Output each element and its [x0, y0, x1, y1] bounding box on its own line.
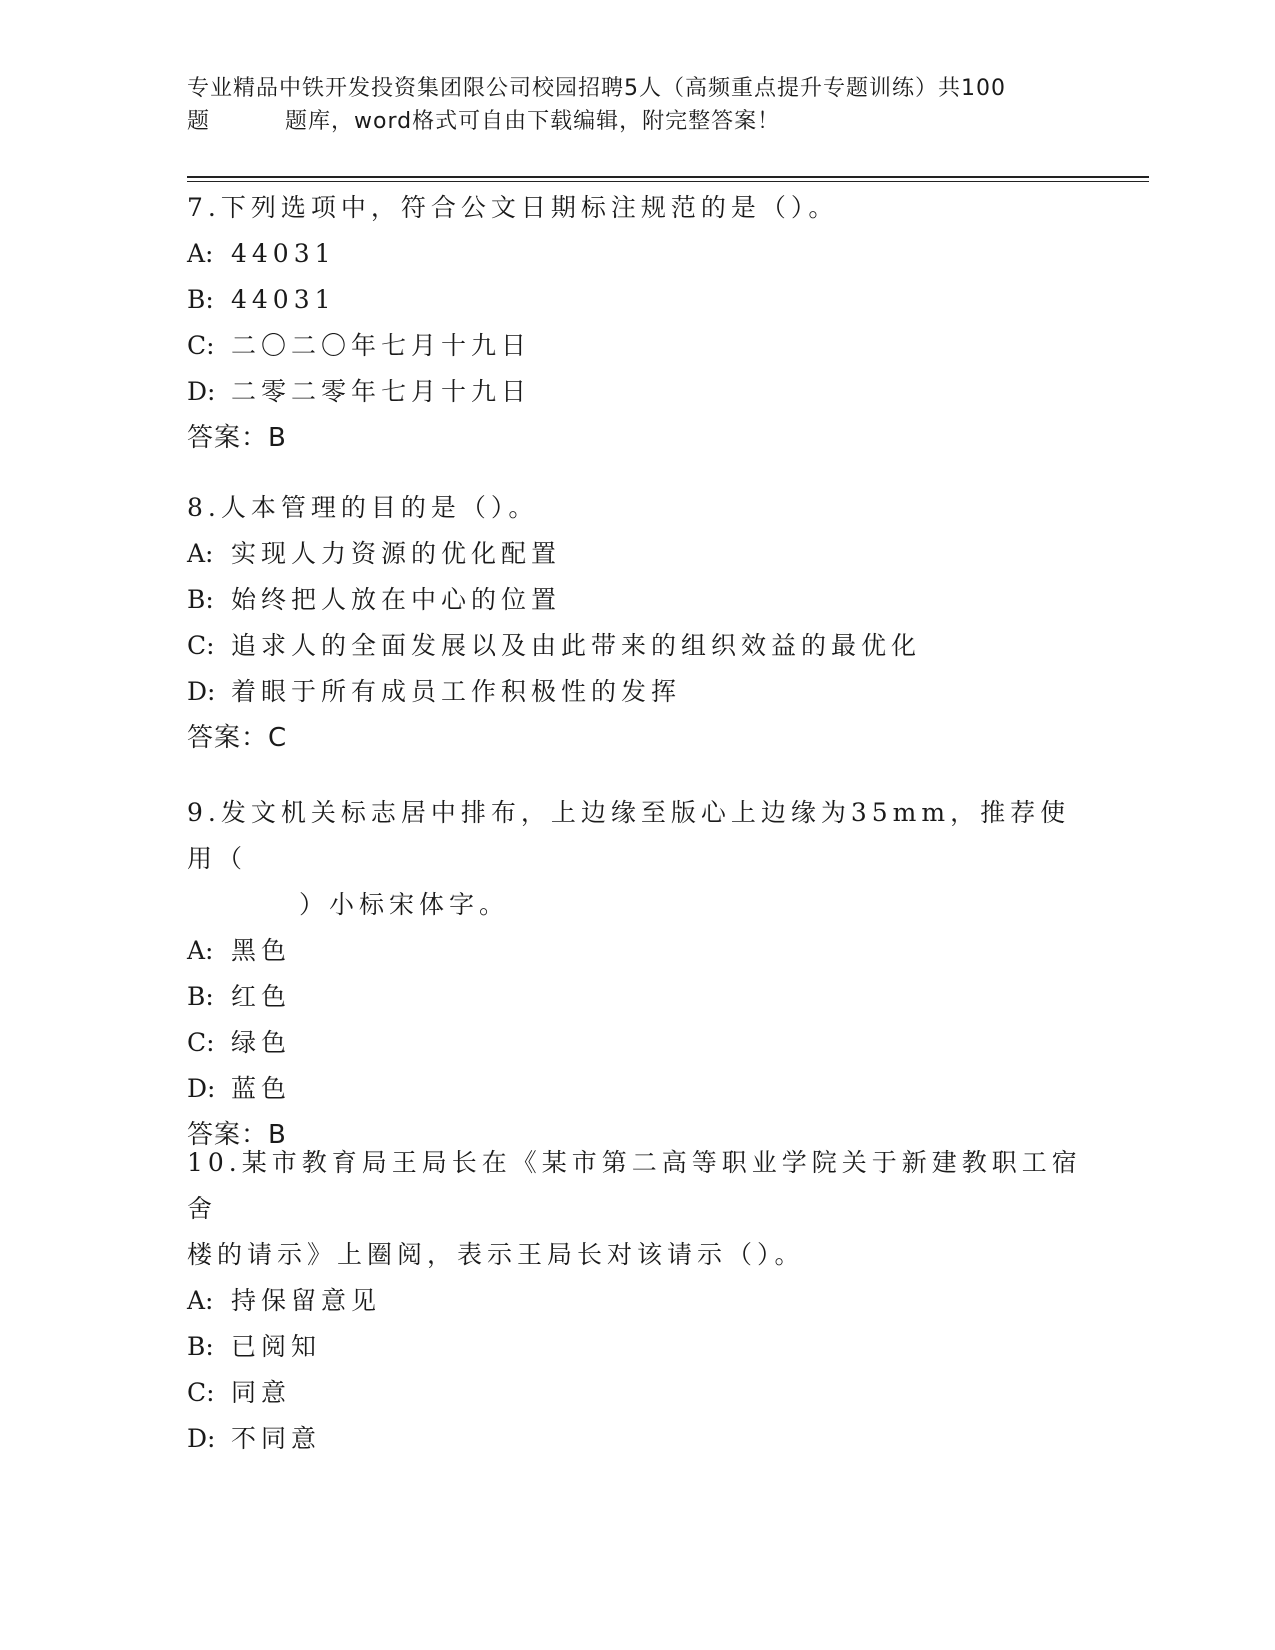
- question-text: 8.人本管理的目的是（）。: [187, 493, 539, 522]
- question-text: 9.发文机关标志居中排布，上边缘至版心上边缘为35mm，推荐使用（: [187, 798, 1071, 873]
- option-d: [187, 669, 1087, 715]
- option-b: [187, 974, 1087, 1020]
- option-label: C:: [187, 1028, 215, 1057]
- option-c: [187, 1370, 1087, 1416]
- option-text: 追求人的全面发展以及由此带来的组织效益的最优化: [231, 631, 922, 660]
- header-divider-thin: [187, 181, 1149, 182]
- header-title-line: 专业精品中铁开发投资集团限公司校园招聘5人（高频重点提升专题训练）共100: [187, 76, 1006, 101]
- question-text: 7.下列选项中，符合公文日期标注规范的是（）。: [187, 193, 839, 222]
- question-7: [187, 185, 1087, 461]
- question-8: [187, 485, 1087, 761]
- option-c: [187, 1020, 1087, 1066]
- option-text: 二〇二〇年七月十九日: [231, 331, 532, 360]
- option-text: 不同意: [231, 1424, 322, 1453]
- option-b: [187, 1324, 1087, 1370]
- header-subtitle-line: [187, 105, 1087, 138]
- option-a: [187, 531, 1087, 577]
- option-label: D:: [187, 677, 216, 706]
- option-text: 二零二零年七月十九日: [231, 377, 532, 406]
- option-text: 着眼于所有成员工作积极性的发挥: [231, 677, 682, 706]
- document-header: [187, 72, 1087, 138]
- question-text-continued: [187, 882, 1087, 928]
- question-text-continued: 楼的请示》上圈阅，表示王局长对该请示（）。: [187, 1240, 805, 1269]
- option-label: B:: [187, 1332, 214, 1361]
- option-label: C:: [187, 631, 215, 660]
- option-a: [187, 1278, 1087, 1324]
- option-label: C:: [187, 331, 215, 360]
- option-label: D:: [187, 1424, 216, 1453]
- option-label: C:: [187, 1378, 215, 1407]
- option-text: 红色: [231, 982, 292, 1011]
- answer-line: 答案：B: [187, 423, 287, 453]
- option-text: 44031: [231, 239, 336, 268]
- option-d: [187, 1066, 1087, 1112]
- option-b: [187, 277, 1087, 323]
- option-label: B:: [187, 982, 214, 1011]
- option-text: 蓝色: [231, 1074, 292, 1103]
- option-label: D:: [187, 377, 216, 406]
- option-text: 同意: [231, 1378, 292, 1407]
- option-text: 实现人力资源的优化配置: [231, 539, 562, 568]
- option-d: [187, 1416, 1087, 1462]
- option-text: 绿色: [231, 1028, 292, 1057]
- option-b: [187, 577, 1087, 623]
- option-label: B:: [187, 285, 214, 314]
- option-text: 已阅知: [231, 1332, 322, 1361]
- question-text: 10.某市教育局王局长在《某市第二高等职业学院关于新建教职工宿舍: [187, 1148, 1082, 1223]
- option-a: [187, 231, 1087, 277]
- header-subtitle-text: 题库，word格式可自由下载编辑，附完整答案！: [285, 109, 781, 134]
- question-9: [187, 790, 1087, 1158]
- option-label: D:: [187, 1074, 216, 1103]
- option-c: [187, 623, 1087, 669]
- question-text-tail: ）小标宋体字。: [299, 890, 510, 919]
- option-text: 44031: [231, 285, 336, 314]
- option-d: [187, 369, 1087, 415]
- option-text: 始终把人放在中心的位置: [231, 585, 562, 614]
- answer-line: 答案：C: [187, 723, 288, 753]
- option-c: [187, 323, 1087, 369]
- header-subtitle-prefix: 题: [187, 109, 211, 134]
- option-label: A:: [187, 1286, 214, 1315]
- option-label: A:: [187, 239, 214, 268]
- answer-line: 答案：B: [187, 1120, 287, 1150]
- option-text: 黑色: [231, 936, 292, 965]
- option-text: 持保留意见: [231, 1286, 382, 1315]
- question-10: [187, 1140, 1087, 1462]
- option-label: A:: [187, 936, 214, 965]
- header-divider-thick: [187, 176, 1149, 178]
- option-label: B:: [187, 585, 214, 614]
- option-a: [187, 928, 1087, 974]
- option-label: A:: [187, 539, 214, 568]
